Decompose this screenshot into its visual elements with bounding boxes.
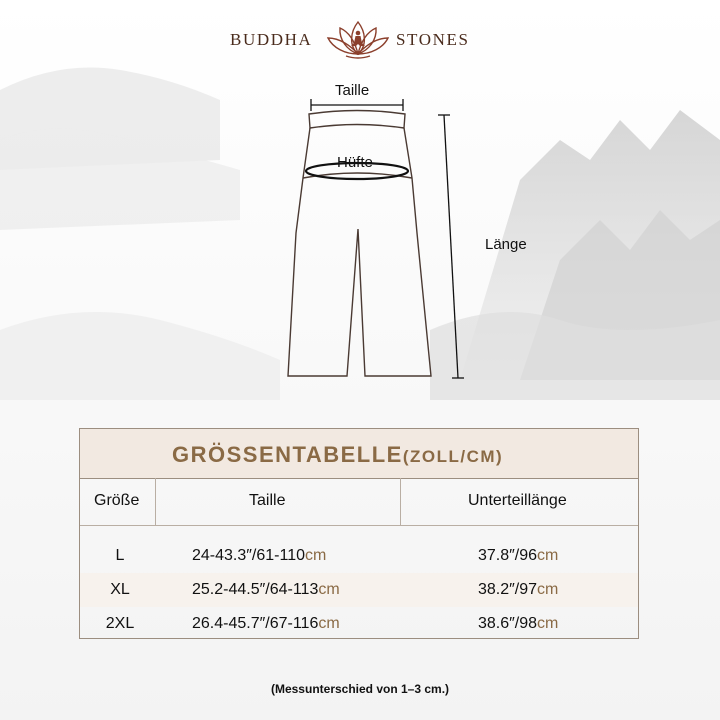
brand-name-left: BUDDHA [230, 30, 313, 49]
header-bottom-rule [80, 525, 638, 526]
hip-label: Hüfte [337, 154, 373, 171]
table-row [80, 539, 638, 573]
inseam-cell [478, 615, 558, 633]
inseam-value: 38.6″/98 [478, 615, 538, 632]
waist-unit: cm [318, 581, 340, 598]
size-cell: 2XL [105, 615, 135, 632]
pants-outline [288, 111, 431, 377]
table-title-unit: (ZOLL/CM) [402, 447, 504, 466]
inseam-unit: cm [537, 581, 559, 598]
table-title-row [80, 429, 638, 479]
waist-value: 25.2-44.5″/64-113 [192, 581, 319, 598]
size-cell: L [115, 547, 125, 564]
inseam-unit: cm [537, 547, 559, 564]
column-header-inseam: Unterteillänge [468, 492, 567, 509]
waist-measure-line [311, 99, 403, 111]
inseam-value: 38.2″/97 [478, 581, 538, 598]
table-title [172, 442, 503, 468]
header-divider [400, 478, 401, 526]
length-measure-line [438, 115, 464, 378]
inseam-unit: cm [537, 615, 559, 632]
inseam-value: 37.8″/96 [478, 547, 538, 564]
waist-label: Taille [335, 82, 370, 99]
waist-unit: cm [305, 547, 327, 564]
table-row [80, 607, 638, 641]
measurement-note: (Messunterschied von 1–3 cm.) [270, 682, 450, 696]
waist-cell [192, 581, 340, 599]
brand-name-right: STONES [396, 30, 470, 49]
waist-value: 24-43.3″/61-110 [192, 547, 306, 564]
header-divider [155, 478, 156, 526]
size-cell: XL [110, 581, 130, 598]
waist-cell [192, 615, 340, 633]
column-header-size: Größe [94, 492, 140, 509]
waist-value: 26.4-45.7″/67-116 [192, 615, 319, 632]
table-title-text: GRÖSSENTABELLE [172, 442, 403, 467]
column-header-waist: Taille [249, 492, 286, 509]
inseam-cell [478, 581, 558, 599]
waist-cell [192, 547, 326, 565]
inseam-cell [478, 547, 558, 565]
length-label: Länge [485, 236, 527, 253]
waist-unit: cm [318, 615, 340, 632]
size-chart-table [79, 428, 639, 639]
table-row [80, 573, 638, 607]
